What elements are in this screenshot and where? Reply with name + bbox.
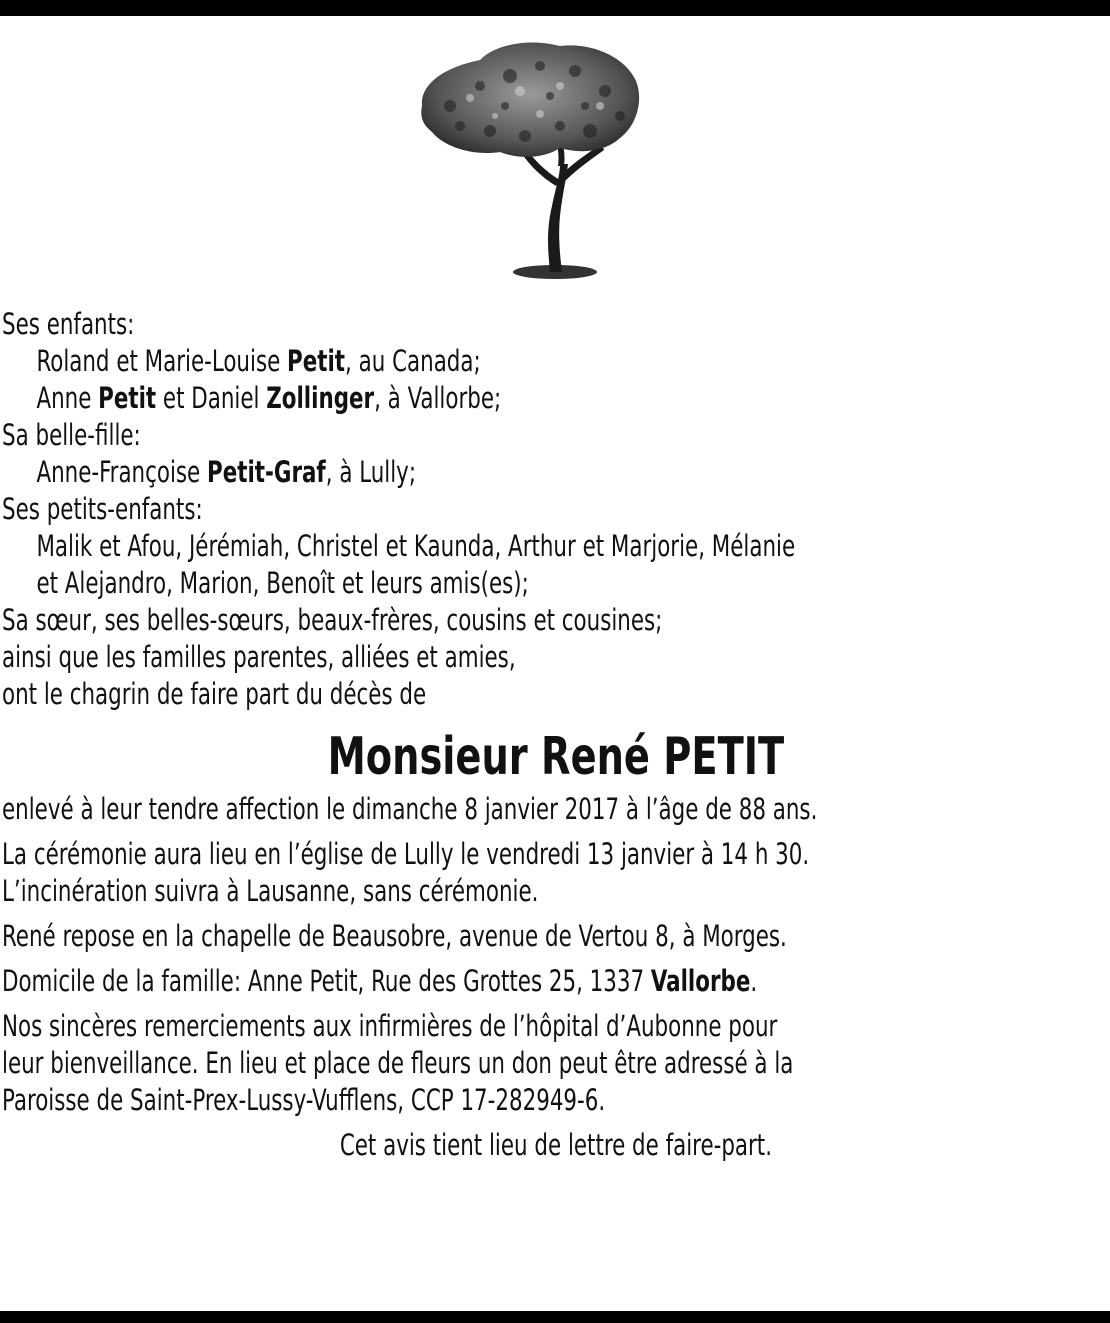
daughter-in-law-heading: Sa belle-fille: <box>2 418 141 452</box>
child2-pre: Anne <box>36 381 99 415</box>
grandchildren-line-2: et Alejandro, Marion, Benoît et leurs amis(es); <box>36 566 529 600</box>
tree-icon <box>410 36 644 288</box>
bottom-rule <box>0 1311 1110 1323</box>
siblings-line: Sa sœur, ses belles-sœurs, beaux-frères, cousins et cousines; <box>2 603 663 637</box>
closing-line: Cet avis tient lieu de lettre de faire-part. <box>339 1128 772 1162</box>
child2-name2: Zollinger <box>266 381 375 415</box>
child-line-2 <box>2 380 1110 417</box>
children-heading: Ses enfants: <box>2 307 135 341</box>
child2-mid: et Daniel <box>156 381 267 415</box>
daughter-in-law-line <box>2 454 1110 491</box>
deceased-name: Monsieur René PETIT <box>327 727 785 787</box>
domicile-line <box>2 963 1110 1000</box>
dil-pre: Anne-Françoise <box>36 455 208 489</box>
child1-name: Petit <box>287 344 346 378</box>
death-line: enlevé à leur tendre affection le dimanche 8 janvier 2017 à l’âge de 88 ans. <box>2 792 818 826</box>
child2-name: Petit <box>98 381 157 415</box>
obituary-text <box>2 306 1110 1164</box>
child1-pre: Roland et Marie-Louise <box>36 344 288 378</box>
domicile-city: Vallorbe <box>650 964 751 998</box>
thanks-line-1: Nos sincères remerciements aux infirmières de l’hôpital d’Aubonne pour <box>2 1009 778 1043</box>
families-line: ainsi que les familles parentes, alliées et amies, <box>2 640 516 674</box>
ceremony-line-2: L’incinération suivra à Lausanne, sans cérémonie. <box>2 874 539 908</box>
dil-post: , à Lully; <box>325 455 417 489</box>
domicile-pre: Domicile de la famille: Anne Petit, Rue des Grottes 25, 1337 <box>2 964 651 998</box>
thanks-line-2: leur bienveillance. En lieu et place de fleurs un don peut être adressé à la <box>2 1046 794 1080</box>
top-rule <box>0 0 1110 16</box>
ceremony-line-1: La cérémonie aura lieu en l’église de Lully le vendredi 13 janvier à 14 h 30. <box>2 837 810 871</box>
dil-name: Petit-Graf <box>207 455 326 489</box>
rest-line: René repose en la chapelle de Beausobre, avenue de Vertou 8, à Morges. <box>2 919 787 953</box>
announcement-line: ont le chagrin de faire part du décès de <box>2 677 427 711</box>
domicile-post: . <box>750 964 758 998</box>
thanks-line-3: Paroisse de Saint-Prex-Lussy-Vufflens, CCP 17-282949-6. <box>2 1083 606 1117</box>
child-line-1 <box>2 343 1110 380</box>
grandchildren-line-1: Malik et Afou, Jérémiah, Christel et Kaunda, Arthur et Marjorie, Mélanie <box>36 529 796 563</box>
child2-post: , à Vallorbe; <box>374 381 502 415</box>
grandchildren-heading: Ses petits-enfants: <box>2 492 203 526</box>
child1-post: , au Canada; <box>345 344 481 378</box>
